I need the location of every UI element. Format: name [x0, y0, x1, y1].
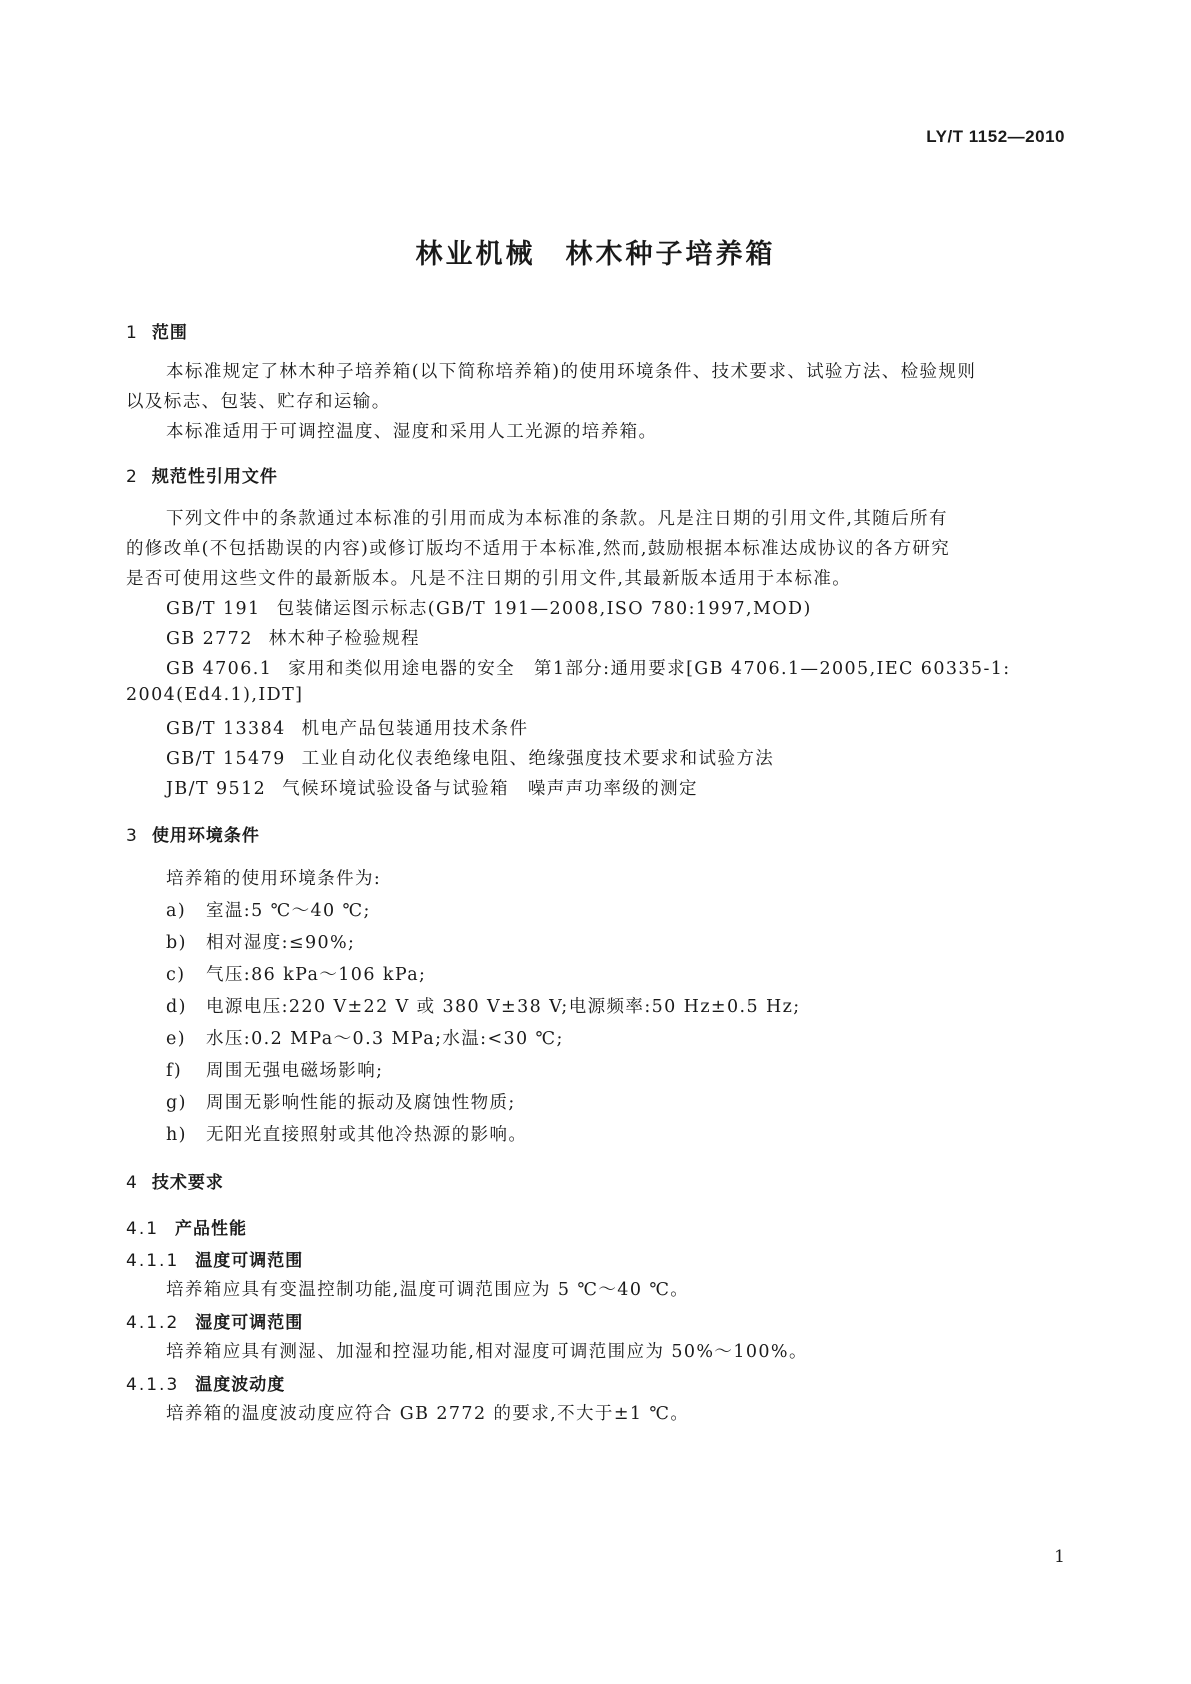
subsection-number: 4.1: [126, 1219, 160, 1239]
item-label: d): [166, 997, 187, 1017]
condition-item: [166, 929, 355, 954]
subsection-title: 温度波动度: [195, 1375, 286, 1395]
section-2-heading: [126, 462, 278, 487]
reference-title: 家用和类似用途电器的安全 第1部分:通用要求[GB 4706.1—2005,IEC 60335-1:: [288, 659, 1011, 679]
subsection-title: 湿度可调范围: [195, 1313, 304, 1333]
item-label: h): [166, 1125, 187, 1145]
reference-title: 包装储运图示标志(GB/T 191—2008,ISO 780:1997,MOD): [276, 599, 812, 619]
reference-title: 气候环境试验设备与试验箱 噪声声功率级的测定: [282, 779, 698, 799]
subsection-number: 4.1.1: [126, 1251, 180, 1271]
section-number: 2: [126, 467, 138, 487]
condition-item: [166, 1121, 527, 1146]
page-number: 1: [1054, 1547, 1065, 1567]
item-label: c): [166, 965, 186, 985]
condition-item: [166, 1089, 516, 1114]
item-label: a): [166, 901, 187, 921]
section-4-heading: [126, 1168, 224, 1193]
section-title: 范围: [151, 323, 188, 343]
item-text: 无阳光直接照射或其他冷热源的影响。: [206, 1125, 528, 1145]
item-label: f): [166, 1061, 183, 1081]
item-text: 周围无影响性能的振动及腐蚀性物质;: [206, 1093, 516, 1113]
reference-item: [166, 625, 420, 650]
item-text: 水压:0.2 MPa～0.3 MPa;水温:<30 ℃;: [206, 1029, 564, 1049]
section-number: 4: [126, 1173, 138, 1193]
item-label: e): [166, 1029, 186, 1049]
subsection-4-1-1-text: 培养箱应具有变温控制功能,温度可调范围应为 5 ℃～40 ℃。: [166, 1280, 690, 1300]
reference-code: GB/T 15479: [166, 749, 286, 769]
item-text: 电源电压:220 V±22 V 或 380 V±38 V;电源频率:50 Hz±0.5 Hz;: [206, 997, 801, 1017]
subsection-title: 产品性能: [175, 1219, 248, 1239]
reference-code: GB/T 191: [166, 599, 261, 619]
subsection-4-1-3-heading: [126, 1370, 285, 1395]
subsection-4-1-3-text: 培养箱的温度波动度应符合 GB 2772 的要求,不大于±1 ℃。: [166, 1404, 690, 1424]
section-2-intro-line-1: 下列文件中的条款通过本标准的引用而成为本标准的条款。凡是注日期的引用文件,其随后所有: [166, 509, 948, 529]
item-text: 室温:5 ℃～40 ℃;: [206, 901, 371, 921]
reference-item: [166, 595, 812, 620]
section-2-intro-line-2: 的修改单(不包括勘误的内容)或修订版均不适用于本标准,然而,鼓励根据本标准达成协议的各方研究: [126, 539, 951, 559]
item-text: 周围无强电磁场影响;: [206, 1061, 384, 1081]
section-number: 3: [126, 826, 138, 846]
section-3-intro: 培养箱的使用环境条件为:: [166, 869, 382, 889]
reference-item: [166, 655, 1011, 680]
reference-code: GB 4706.1: [166, 659, 273, 679]
subsection-number: 4.1.2: [126, 1313, 180, 1333]
reference-item: [166, 745, 774, 770]
subsection-number: 4.1.3: [126, 1375, 180, 1395]
reference-item: [166, 775, 698, 800]
reference-title: 工业自动化仪表绝缘电阻、绝缘强度技术要求和试验方法: [301, 749, 775, 769]
reference-title: 机电产品包装通用技术条件: [301, 719, 529, 739]
item-text: 相对湿度:≤90%;: [206, 933, 356, 953]
subsection-4-1-heading: [126, 1214, 247, 1239]
item-text: 气压:86 kPa～106 kPa;: [206, 965, 427, 985]
reference-title: 林木种子检验规程: [268, 629, 420, 649]
subsection-title: 温度可调范围: [195, 1251, 304, 1271]
section-title: 技术要求: [151, 1173, 224, 1193]
section-1-para-1-line-2: 以及标志、包装、贮存和运输。: [126, 392, 391, 412]
section-1-para-1-line-1: 本标准规定了林木种子培养箱(以下简称培养箱)的使用环境条件、技术要求、试验方法、检验规则: [166, 362, 977, 382]
condition-item: [166, 1025, 564, 1050]
document-title: 林业机械 林木种子培养箱: [415, 239, 776, 270]
section-title: 使用环境条件: [151, 826, 260, 846]
reference-item-continuation: 2004(Ed4.1),IDT]: [126, 685, 304, 705]
section-1-heading: [126, 318, 188, 343]
section-2-intro-line-3: 是否可使用这些文件的最新版本。凡是不注日期的引用文件,其最新版本适用于本标准。: [126, 569, 852, 589]
condition-item: [166, 897, 371, 922]
reference-item: [166, 715, 528, 740]
subsection-4-1-2-text: 培养箱应具有测湿、加湿和控湿功能,相对湿度可调范围应为 50%～100%。: [166, 1342, 808, 1362]
standard-number: LY/T 1152—2010: [926, 127, 1065, 146]
item-label: b): [166, 933, 187, 953]
subsection-4-1-1-heading: [126, 1246, 303, 1271]
section-1-para-2: 本标准适用于可调控温度、湿度和采用人工光源的培养箱。: [166, 422, 658, 442]
condition-item: [166, 961, 426, 986]
item-label: g): [166, 1093, 187, 1113]
condition-item: [166, 993, 801, 1018]
reference-code: GB/T 13384: [166, 719, 286, 739]
section-title: 规范性引用文件: [151, 467, 278, 487]
section-number: 1: [126, 323, 138, 343]
condition-item: [166, 1057, 383, 1082]
reference-code: JB/T 9512: [166, 779, 267, 799]
reference-code: GB 2772: [166, 629, 253, 649]
section-3-heading: [126, 821, 260, 846]
subsection-4-1-2-heading: [126, 1308, 303, 1333]
